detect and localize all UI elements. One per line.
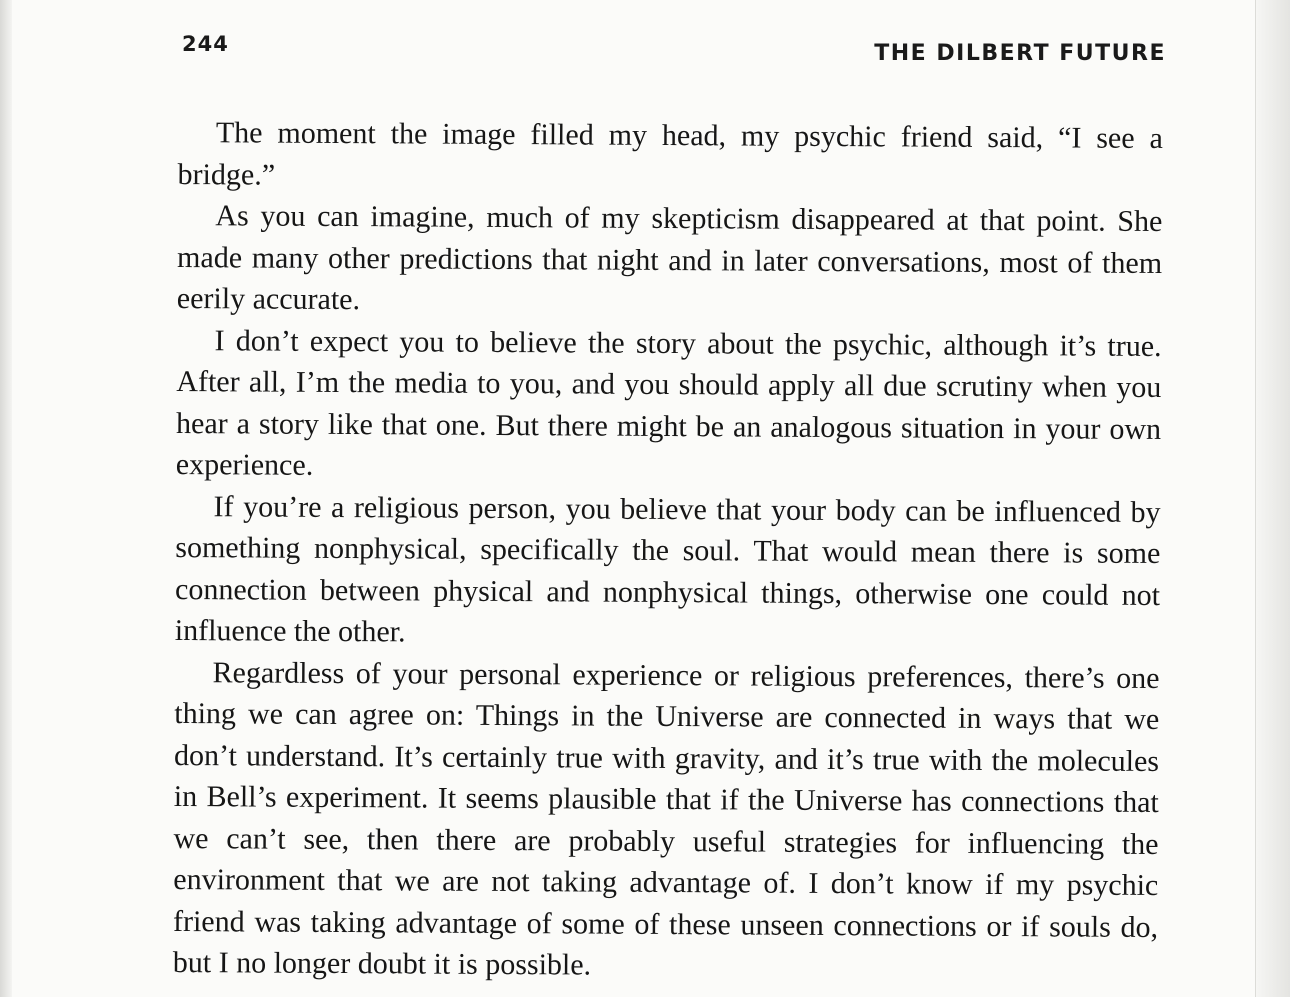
page-right-edge — [1255, 0, 1290, 997]
body-text — [173, 112, 1163, 990]
paragraph: Regardless of your personal experience or religious preferences, there’s one thing we can agree on: Things in the Universe are connected in ways that we don’t understand. It’s certainly true with gravity, and it’s true with the molecules in Bell’s experiment. It seems plausible that if the Universe has connections that we can’t see, then there are probably useful strategies for influencing the environment that we are not taking advantage of. I don’t know if my psychic friend was taking advantage of some of these unseen connections or if souls do, but I no longer doubt it is possible. — [172, 655, 1160, 982]
paragraph: If you’re a religious person, you believe that your body can be influenced by something nonphysical, specifically the soul. That would mean there is some connection between physical and nonphysical things, otherwise one could not influence the other. — [174, 489, 1161, 649]
running-head: THE DILBERT FUTURE — [874, 41, 1166, 66]
paragraph: As you can imagine, much of my skepticism disappeared at that point. She made many other predictions that night and in later conversations, most of them eerily accurate. — [176, 199, 1163, 317]
page-left-edge — [0, 0, 12, 997]
page-number: 244 — [182, 32, 229, 56]
paragraph: The moment the image filled my head, my psychic friend said, “I see a bridge.” — [177, 116, 1163, 192]
paragraph: I don’t expect you to believe the story about the psychic, although it’s true. After all, I’m the media to you, and you should apply all due scrutiny when you hear a story like that one. But there might be an analogous situation in your own experience. — [175, 323, 1162, 482]
